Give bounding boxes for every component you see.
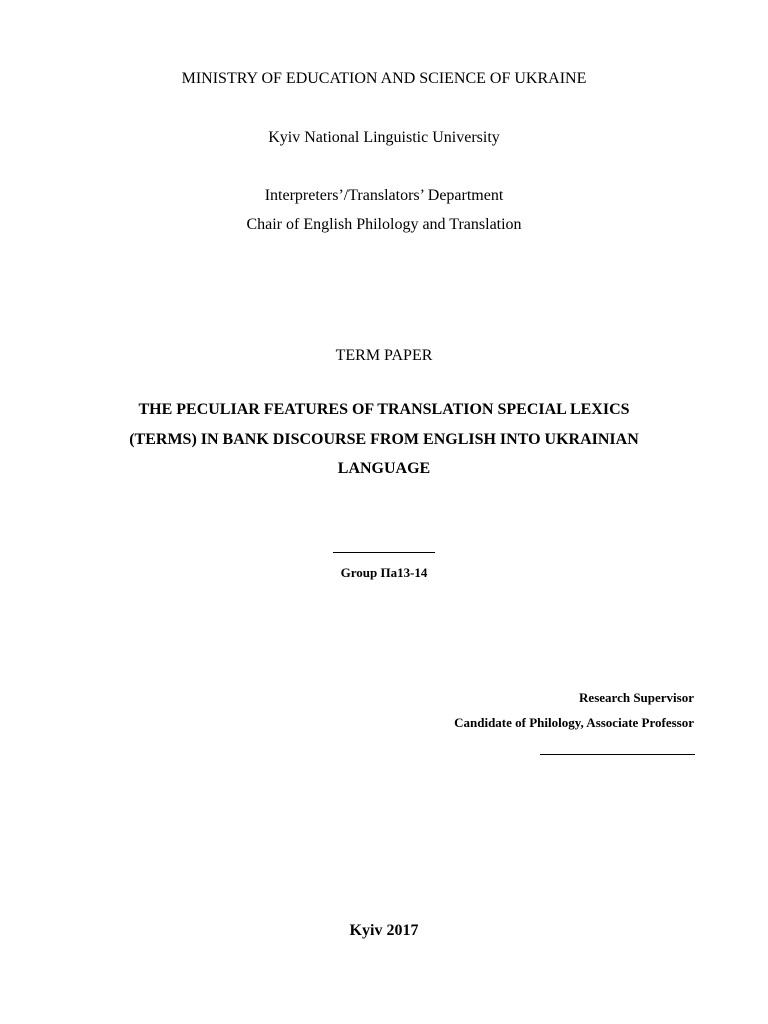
supervisor-signature-line [540,754,695,755]
department-name: Interpreters’/Translators’ Department [264,187,504,204]
supervisor-degree: Candidate of Philology, Associate Professor [454,715,694,730]
paper-title-line-3: LANGUAGE [337,460,431,477]
ministry-heading: MINISTRY OF EDUCATION AND SCIENCE OF UKRAINE [181,70,587,87]
paper-title-line-1: THE PECULIAR FEATURES OF TRANSLATION SPECIAL LEXICS [138,401,630,418]
supervisor-role: Research Supervisor [579,690,694,705]
city-year: Kyiv 2017 [349,922,419,939]
student-signature-line [333,552,435,553]
chair-name: Chair of English Philology and Translation [246,216,522,233]
student-group: Group Па13-14 [340,565,428,580]
paper-type: TERM PAPER [335,347,433,364]
paper-title-line-2: (TERMS) IN BANK DISCOURSE FROM ENGLISH INTO UKRAINIAN [129,431,639,448]
university-name: Kyiv National Linguistic University [268,129,500,146]
